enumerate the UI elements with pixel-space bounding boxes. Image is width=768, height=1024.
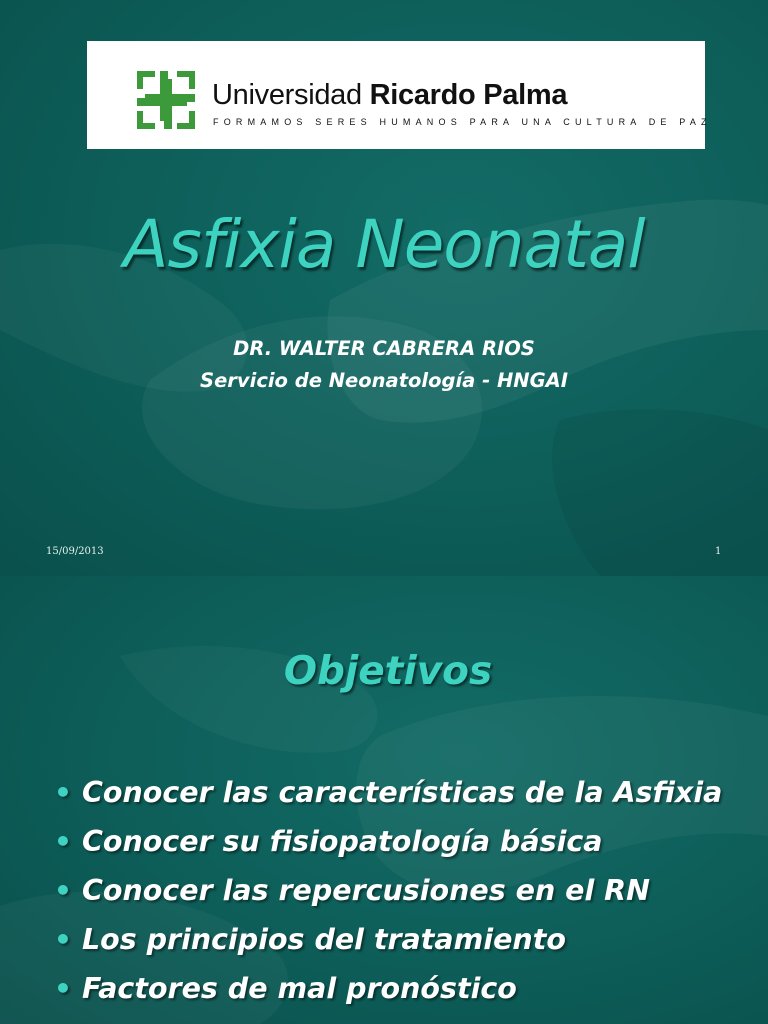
list-item: • Factores de mal pronóstico xyxy=(52,968,752,1009)
bullet-icon: • xyxy=(54,923,72,956)
footer-page-number: 1 xyxy=(715,546,722,557)
department-name: Servicio de Neonatología - HNGAI xyxy=(200,369,568,392)
list-item: • Los principios del tratamiento xyxy=(52,919,752,960)
list-item: • Conocer las repercusiones en el RN xyxy=(52,870,752,911)
university-emblem-icon xyxy=(135,69,197,131)
university-motto: FORMAMOS SERES HUMANOS PARA UNA CULTURA DE PAZ xyxy=(213,117,712,127)
objectives-slide xyxy=(0,576,768,1024)
university-logo-banner xyxy=(87,41,712,149)
list-item: • Conocer las características de la Asfixia xyxy=(52,772,752,813)
university-name: Universidad Ricardo Palma xyxy=(212,79,568,111)
bullet-icon: • xyxy=(54,874,72,907)
objectives-list xyxy=(52,772,752,1017)
list-item: • Conocer su fisiopatología básica xyxy=(52,821,752,862)
bullet-icon: • xyxy=(54,776,72,809)
slide-title: Asfixia Neonatal xyxy=(123,206,645,283)
author-name: DR. WALTER CABRERA RIOS xyxy=(233,337,535,360)
bullet-icon: • xyxy=(54,825,72,858)
slide-heading: Objetivos xyxy=(283,649,493,694)
bullet-icon: • xyxy=(54,972,72,1005)
author-block xyxy=(0,333,768,397)
footer-date: 15/09/2013 xyxy=(46,546,104,557)
